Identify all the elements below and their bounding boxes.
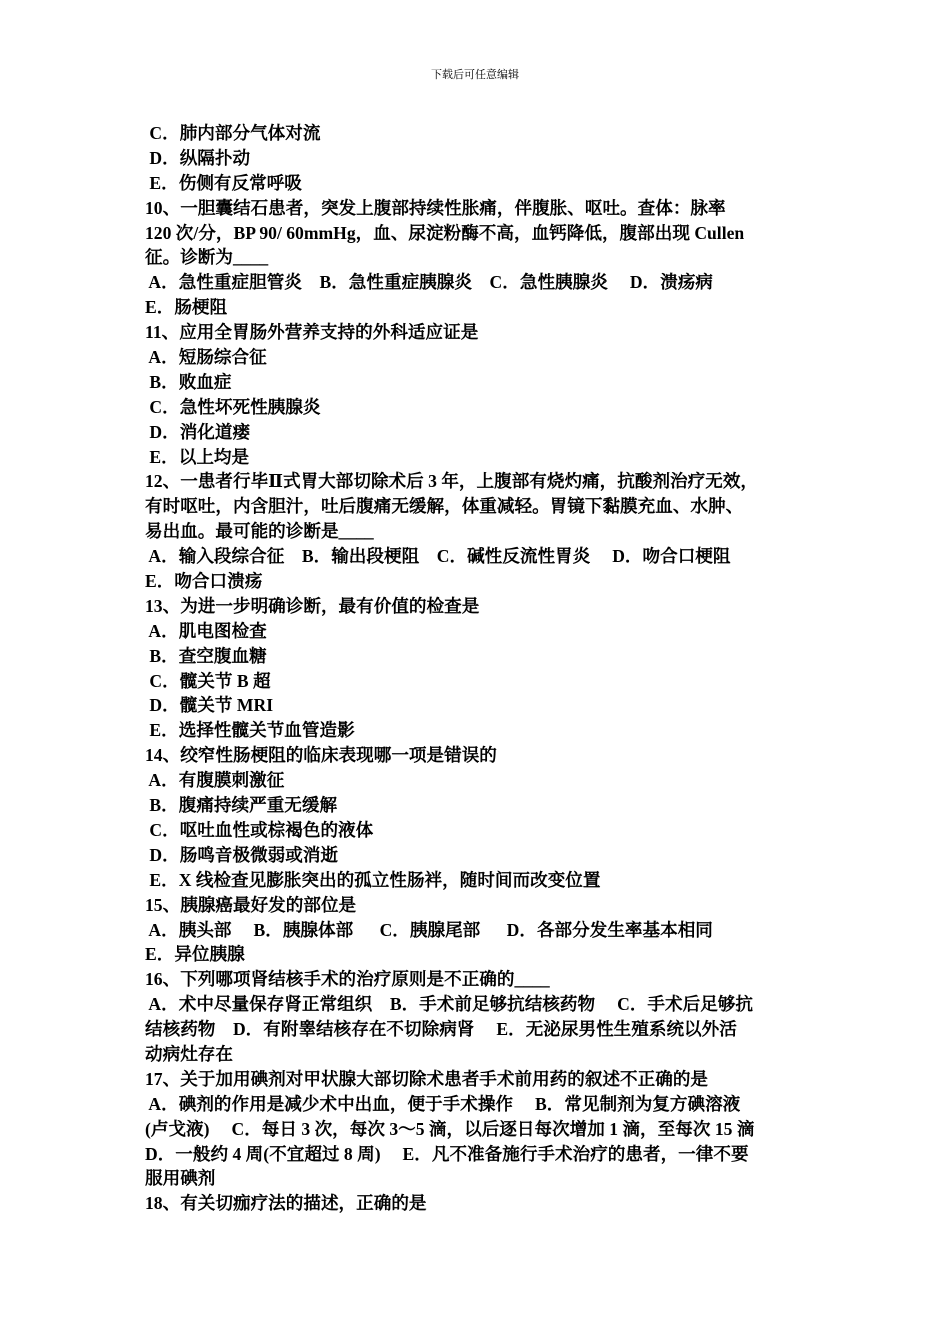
text-line: 11、应用全胃肠外营养支持的外科适应证是 xyxy=(145,322,479,343)
text-line: C．急性坏死性胰腺炎 xyxy=(145,396,321,417)
text-line: A．胰头部 B．胰腺体部 C．胰腺尾部 D．各部分发生率基本相同 xyxy=(145,919,713,940)
text-line: A．急性重症胆管炎 B．急性重症胰腺炎 C．急性胰腺炎 D．溃疡病 xyxy=(145,272,713,293)
text-line: D．纵隔扑动 xyxy=(145,147,251,168)
text-line: 10、一胆囊结石患者，突发上腹部持续性胀痛，伴腹胀、呕吐。查体：脉率 xyxy=(145,197,726,218)
text-line: 13、为进一步明确诊断，最有价值的检查是 xyxy=(145,595,480,616)
text-line: A．肌电图检查 xyxy=(145,620,267,641)
text-line: 18、有关切痂疗法的描述，正确的是 xyxy=(145,1193,427,1214)
text-line: B．腹痛持续严重无缓解 xyxy=(145,795,338,816)
text-line: C．髋关节 B 超 xyxy=(145,670,271,691)
text-line: 有时呕吐，内含胆汁，吐后腹痛无缓解，体重减轻。胃镜下黏膜充血、水肿、 xyxy=(145,496,744,517)
text-line: A．碘剂的作用是减少术中出血，便于手术操作 B．常见制剂为复方碘溶液 xyxy=(145,1093,741,1114)
text-line: 征。诊断为____ xyxy=(145,247,269,268)
text-line: E．肠梗阻 xyxy=(145,297,228,318)
text-line: A．有腹膜刺激征 xyxy=(145,770,285,791)
text-line: E．吻合口溃疡 xyxy=(145,571,263,592)
text-line: E．以上均是 xyxy=(145,446,250,467)
text-line: 易出血。最可能的诊断是____ xyxy=(145,521,374,542)
text-line: A．术中尽量保存肾正常组织 B．手术前足够抗结核药物 C．手术后足够抗 xyxy=(145,994,753,1015)
text-line: 结核药物 D．有附睾结核存在不切除病肾 E．无泌尿男性生殖系统以外活 xyxy=(145,1019,737,1040)
text-line: 12、一患者行毕Ⅱ式胃大部切除术后 3 年，上腹部有烧灼痛，抗酸剂治疗无效， xyxy=(145,471,759,492)
text-line: 14、绞窄性肠梗阻的临床表现哪一项是错误的 xyxy=(145,745,497,766)
text-line: B．败血症 xyxy=(145,371,232,392)
text-line: D．髋关节 MRI xyxy=(145,695,274,716)
question-content xyxy=(145,121,815,1216)
text-line: C．肺内部分气体对流 xyxy=(145,123,321,143)
text-line: A．短肠综合征 xyxy=(145,347,267,368)
text-line: 动病灶存在 xyxy=(145,1043,233,1064)
text-line: A．输入段综合征 B．输出段梗阻 C．碱性反流性胃炎 D．吻合口梗阻 xyxy=(145,546,731,567)
text-line: 17、关于加用碘剂对甲状腺大部切除术患者手术前用药的叙述不正确的是 xyxy=(145,1068,709,1089)
text-line: D．一般约 4 周(不宜超过 8 周) E．凡不准备施行手术治疗的患者，一律不要 xyxy=(145,1143,749,1164)
text-line: E．伤侧有反常呼吸 xyxy=(145,172,302,193)
text-line: D．肠鸣音极微弱或消逝 xyxy=(145,844,339,865)
text-line: 15、胰腺癌最好发的部位是 xyxy=(145,894,357,915)
text-line: 服用碘剂 xyxy=(145,1168,216,1189)
text-line: C．呕吐血性或棕褐色的液体 xyxy=(145,819,374,840)
text-line: (卢戈液) C．每日 3 次，每次 3～5 滴，以后逐日每次增加 1 滴，至每次 15 滴 xyxy=(145,1118,755,1139)
page-header: 下载后可任意编辑 xyxy=(431,68,519,81)
text-line: 120 次/分，BP 90/ 60mmHg，血、尿淀粉酶不高，血钙降低，腹部出现 Cullen xyxy=(145,222,745,243)
text-line: 16、下列哪项肾结核手术的治疗原则是不正确的____ xyxy=(145,969,550,990)
text-line: E．选择性髋关节血管造影 xyxy=(145,720,355,741)
text-line: E．X 线检查见膨胀突出的孤立性肠袢，随时间而改变位置 xyxy=(145,869,601,890)
text-line: B．查空腹血糖 xyxy=(145,645,267,666)
text-line: D．消化道瘘 xyxy=(145,421,251,442)
text-line: E．异位胰腺 xyxy=(145,944,245,965)
